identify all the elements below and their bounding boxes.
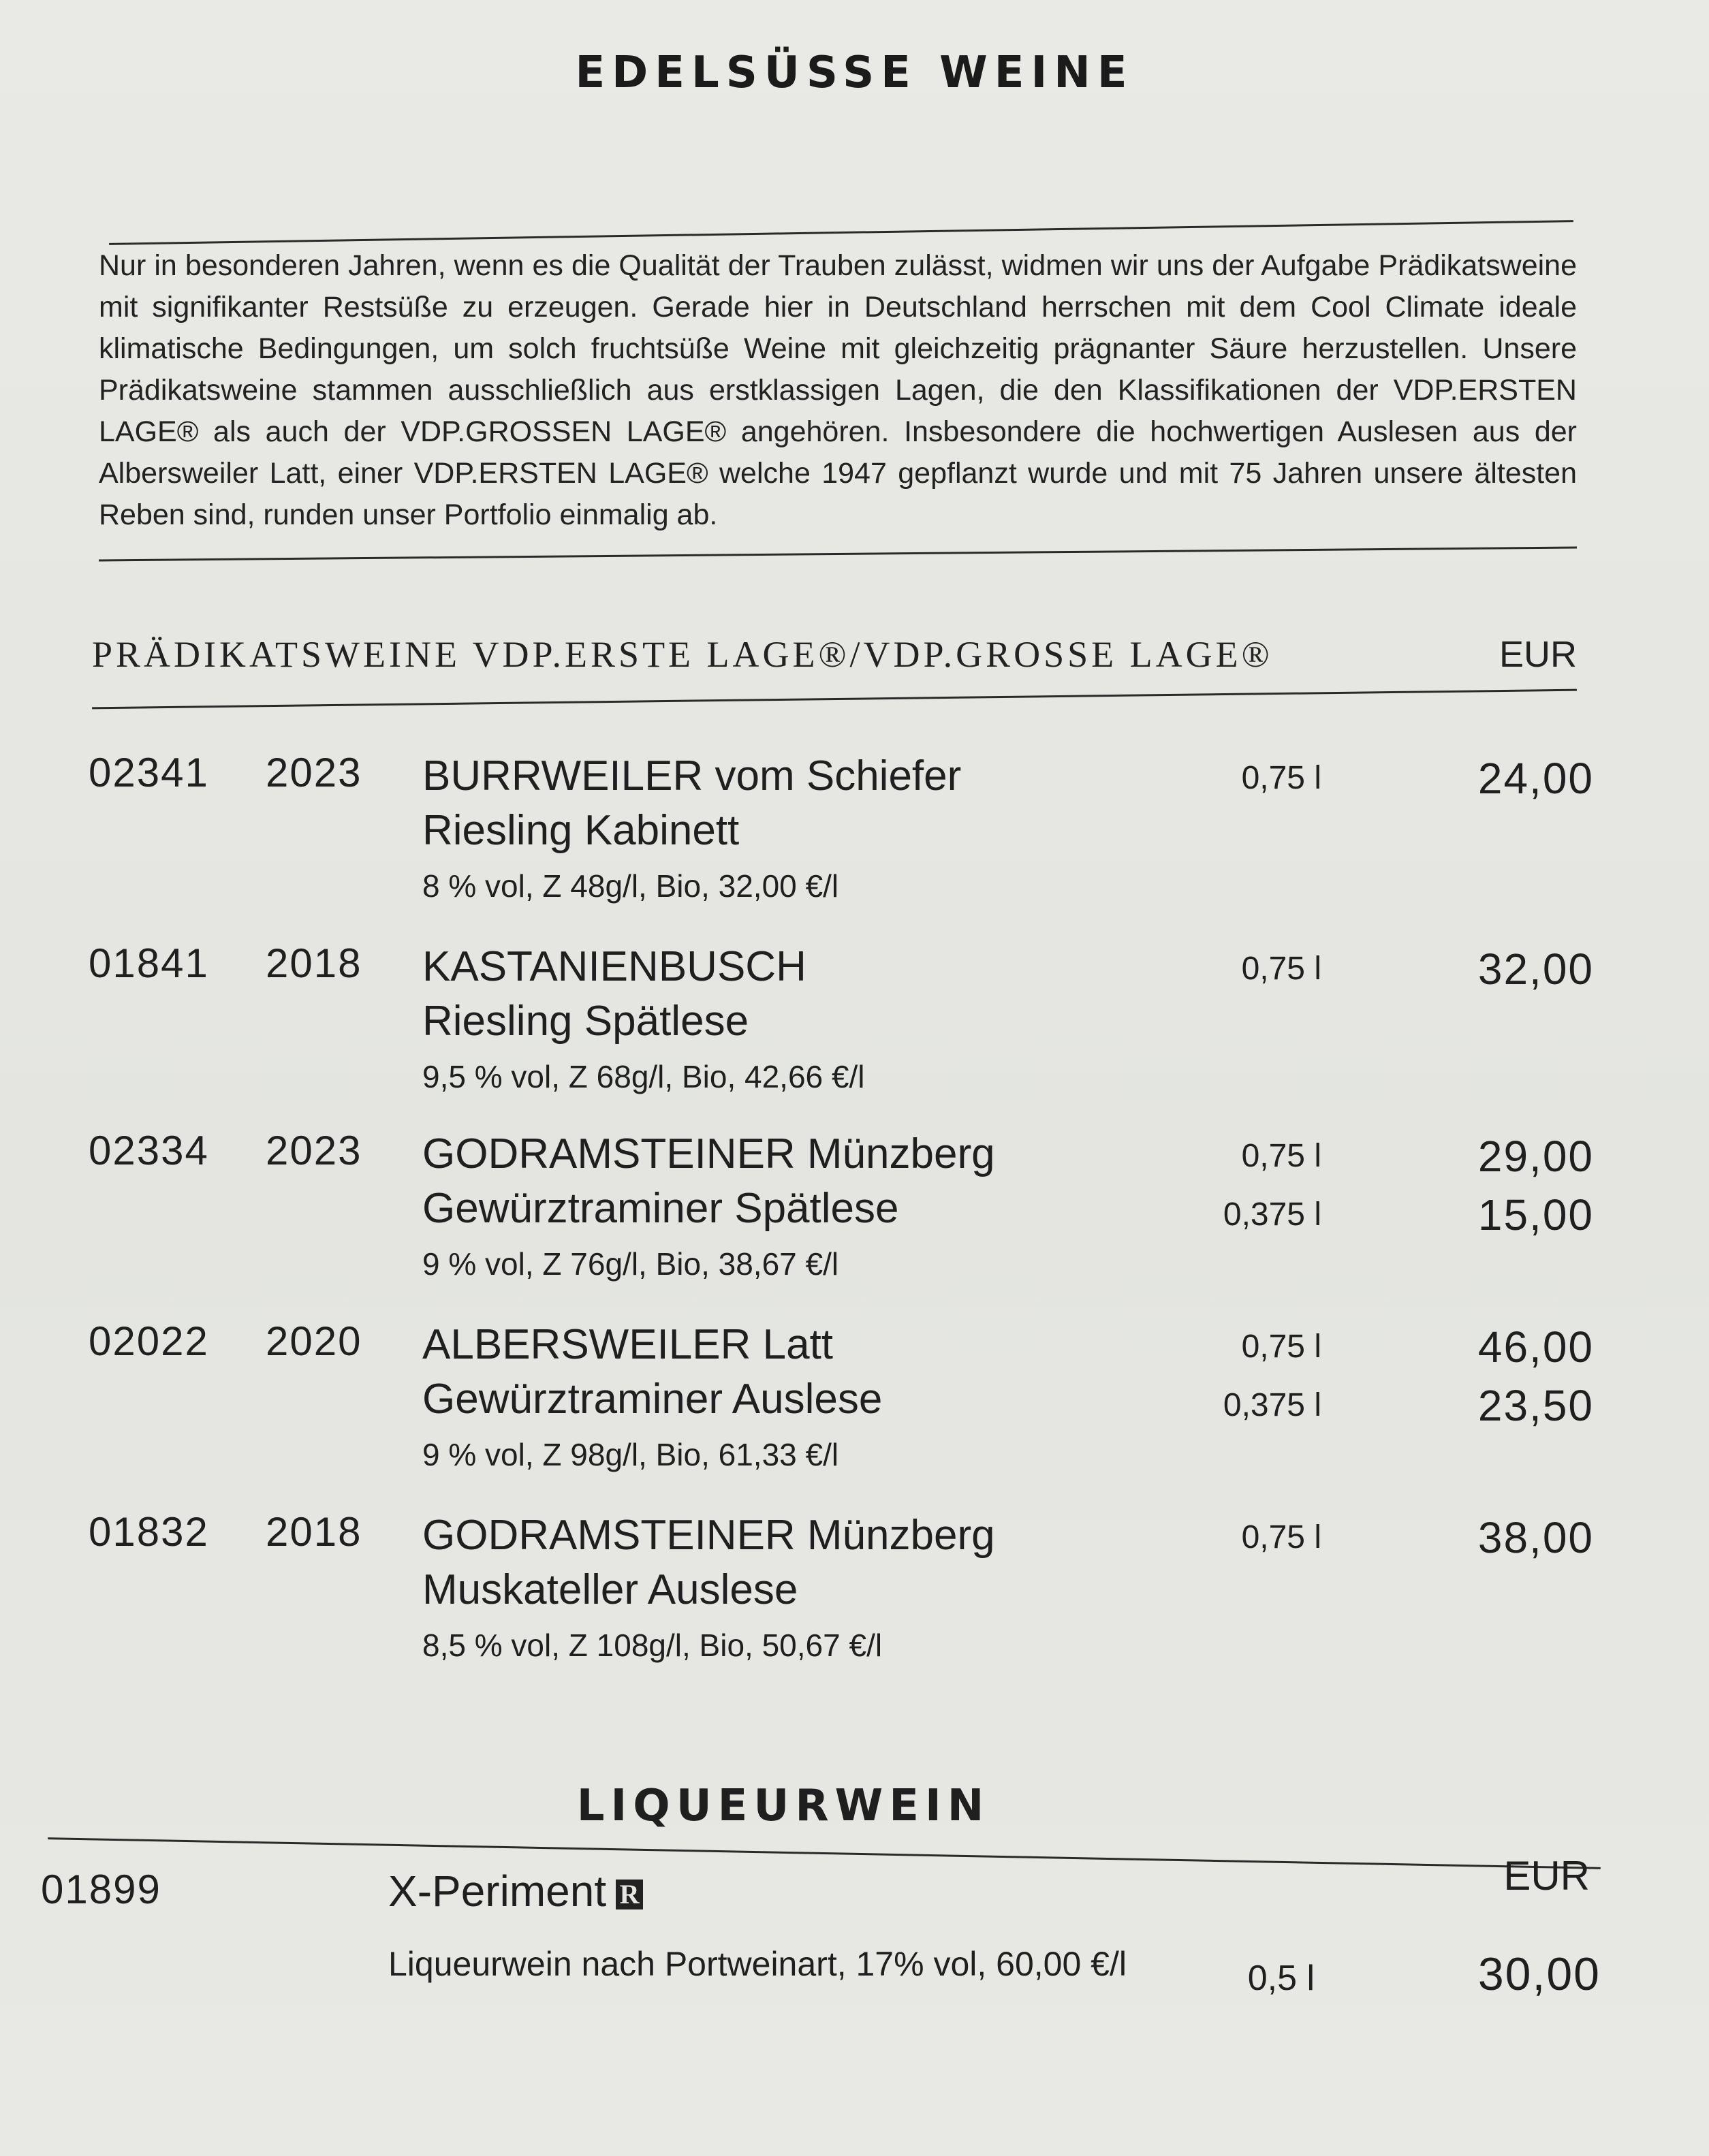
article-number: 02022 xyxy=(89,1318,209,1364)
wine-item xyxy=(68,749,1594,926)
vintage: 2023 xyxy=(266,750,362,795)
wine-item xyxy=(68,1508,1594,1685)
wine-name: GODRAMSTEINER Münzberg xyxy=(422,1130,995,1177)
section-rule xyxy=(92,689,1577,710)
article-number: 01899 xyxy=(41,1867,161,1912)
wine-name: GODRAMSTEINER Münzberg xyxy=(422,1512,995,1559)
price: 24,00 xyxy=(1477,754,1594,803)
wine-variety: Riesling Spätlese xyxy=(422,998,749,1045)
price: 15,00 xyxy=(1477,1190,1594,1239)
volume: 0,75 l xyxy=(1241,1138,1321,1174)
wine-details: 9 % vol, Z 76g/l, Bio, 38,67 €/l xyxy=(422,1246,839,1282)
price: 38,00 xyxy=(1477,1513,1594,1562)
volume: 0,375 l xyxy=(1223,1196,1321,1233)
volumes xyxy=(1144,1508,1321,1567)
price: 46,00 xyxy=(1477,1322,1594,1372)
price: 30,00 xyxy=(1477,1948,1601,2000)
volumes xyxy=(1144,940,1321,998)
wine-variety: Gewürztraminer Spätlese xyxy=(422,1185,899,1232)
volume: 0,5 l xyxy=(1247,1959,1315,1998)
wine-description xyxy=(422,940,1206,1100)
volume: 0,75 l xyxy=(1241,1329,1321,1365)
page-title: EDELSÜSSE WEINE xyxy=(575,48,1134,98)
volumes xyxy=(1144,1318,1321,1435)
prices xyxy=(1376,940,1594,998)
section-header xyxy=(92,633,1577,688)
wine-details: 9 % vol, Z 98g/l, Bio, 61,33 €/l xyxy=(422,1437,839,1472)
volume: 0,75 l xyxy=(1241,760,1321,796)
registered-mark-icon: R xyxy=(616,1880,643,1909)
wine-description xyxy=(422,1127,1206,1288)
article-number: 01832 xyxy=(89,1509,209,1555)
wine-details: 8,5 % vol, Z 108g/l, Bio, 50,67 €/l xyxy=(422,1628,883,1663)
volumes xyxy=(1144,1127,1321,1244)
price: 29,00 xyxy=(1477,1132,1594,1181)
wine-variety: Riesling Kabinett xyxy=(422,807,740,854)
wine-name xyxy=(388,1866,643,1916)
section-currency: EUR xyxy=(1499,634,1577,675)
volume: 0,375 l xyxy=(1223,1387,1321,1423)
volume: 0,75 l xyxy=(1241,951,1321,987)
article-number: 01841 xyxy=(89,940,209,986)
volume: 0,75 l xyxy=(1241,1519,1321,1555)
wine-item xyxy=(68,1127,1594,1304)
vintage: 2018 xyxy=(266,940,362,986)
wine-description xyxy=(422,1508,1206,1669)
liqueur-currency: EUR xyxy=(1503,1853,1590,1899)
wine-name: KASTANIENBUSCH xyxy=(422,943,806,990)
liqueur-item xyxy=(41,1866,1601,2043)
prices xyxy=(1376,749,1594,808)
wine-name: ALBERSWEILER Latt xyxy=(422,1321,834,1368)
liqueur-rule xyxy=(48,1837,1601,1869)
wine-details: Liqueurwein nach Portweinart, 17% vol, 60,00 €/l xyxy=(388,1945,1127,1983)
wine-item xyxy=(68,1318,1594,1495)
wine-details: 8 % vol, Z 48g/l, Bio, 32,00 €/l xyxy=(422,868,839,904)
volumes xyxy=(1144,749,1321,808)
intro-bottom-rule xyxy=(99,547,1577,562)
wine-name-text: X-Periment xyxy=(388,1867,607,1916)
wine-details: 9,5 % vol, Z 68g/l, Bio, 42,66 €/l xyxy=(422,1059,865,1094)
price: 23,50 xyxy=(1477,1381,1594,1430)
wine-description xyxy=(422,749,1206,910)
prices xyxy=(1376,1508,1594,1567)
intro-top-rule xyxy=(109,220,1573,245)
wine-variety: Gewürztraminer Auslese xyxy=(422,1376,883,1423)
price: 32,00 xyxy=(1477,945,1594,994)
wine-description xyxy=(422,1318,1206,1478)
prices xyxy=(1376,1127,1594,1244)
wine-item xyxy=(68,940,1594,1117)
article-number: 02341 xyxy=(89,750,209,795)
vintage: 2023 xyxy=(266,1128,362,1173)
prices xyxy=(1376,1318,1594,1435)
liqueur-title: LIQUEURWEIN xyxy=(576,1781,990,1831)
vintage: 2018 xyxy=(266,1509,362,1555)
vintage: 2020 xyxy=(266,1318,362,1364)
article-number: 02334 xyxy=(89,1128,209,1173)
wine-variety: Muskateller Auslese xyxy=(422,1566,798,1613)
intro-text: Nur in besonderen Jahren, wenn es die Qualität der Trauben zulässt, widmen wir uns der Aufgabe Prädikatsweine mit signifikanter Restsüße zu erzeugen. Gerade hier in Deutschland herrschen mit dem Cool Climate ideale klimatische Bedingungen, um solch fruchtsüße Weine mit gleichzeitig prägnanter Säure herzustellen. Unsere Prädikatsweine stammen ausschließlich aus erstklassigen Lagen, die den Klassifikationen der VDP.ERSTEN LAGE® als auch der VDP.GROSSEN LAGE® angehören. Insbesondere die hochwertigen Auslesen aus der Albersweiler Latt, einer VDP.ERSTEN LAGE® welche 1947 gepflanzt wurde und mit 75 Jahren unsere ältesten Reben sind, runden unser Portfolio einmalig ab. xyxy=(99,249,1577,531)
wine-name: BURRWEILER vom Schiefer xyxy=(422,752,962,799)
section-title: PRÄDIKATSWEINE VDP.ERSTE LAGE®/VDP.GROSSE LAGE® xyxy=(92,634,1273,675)
